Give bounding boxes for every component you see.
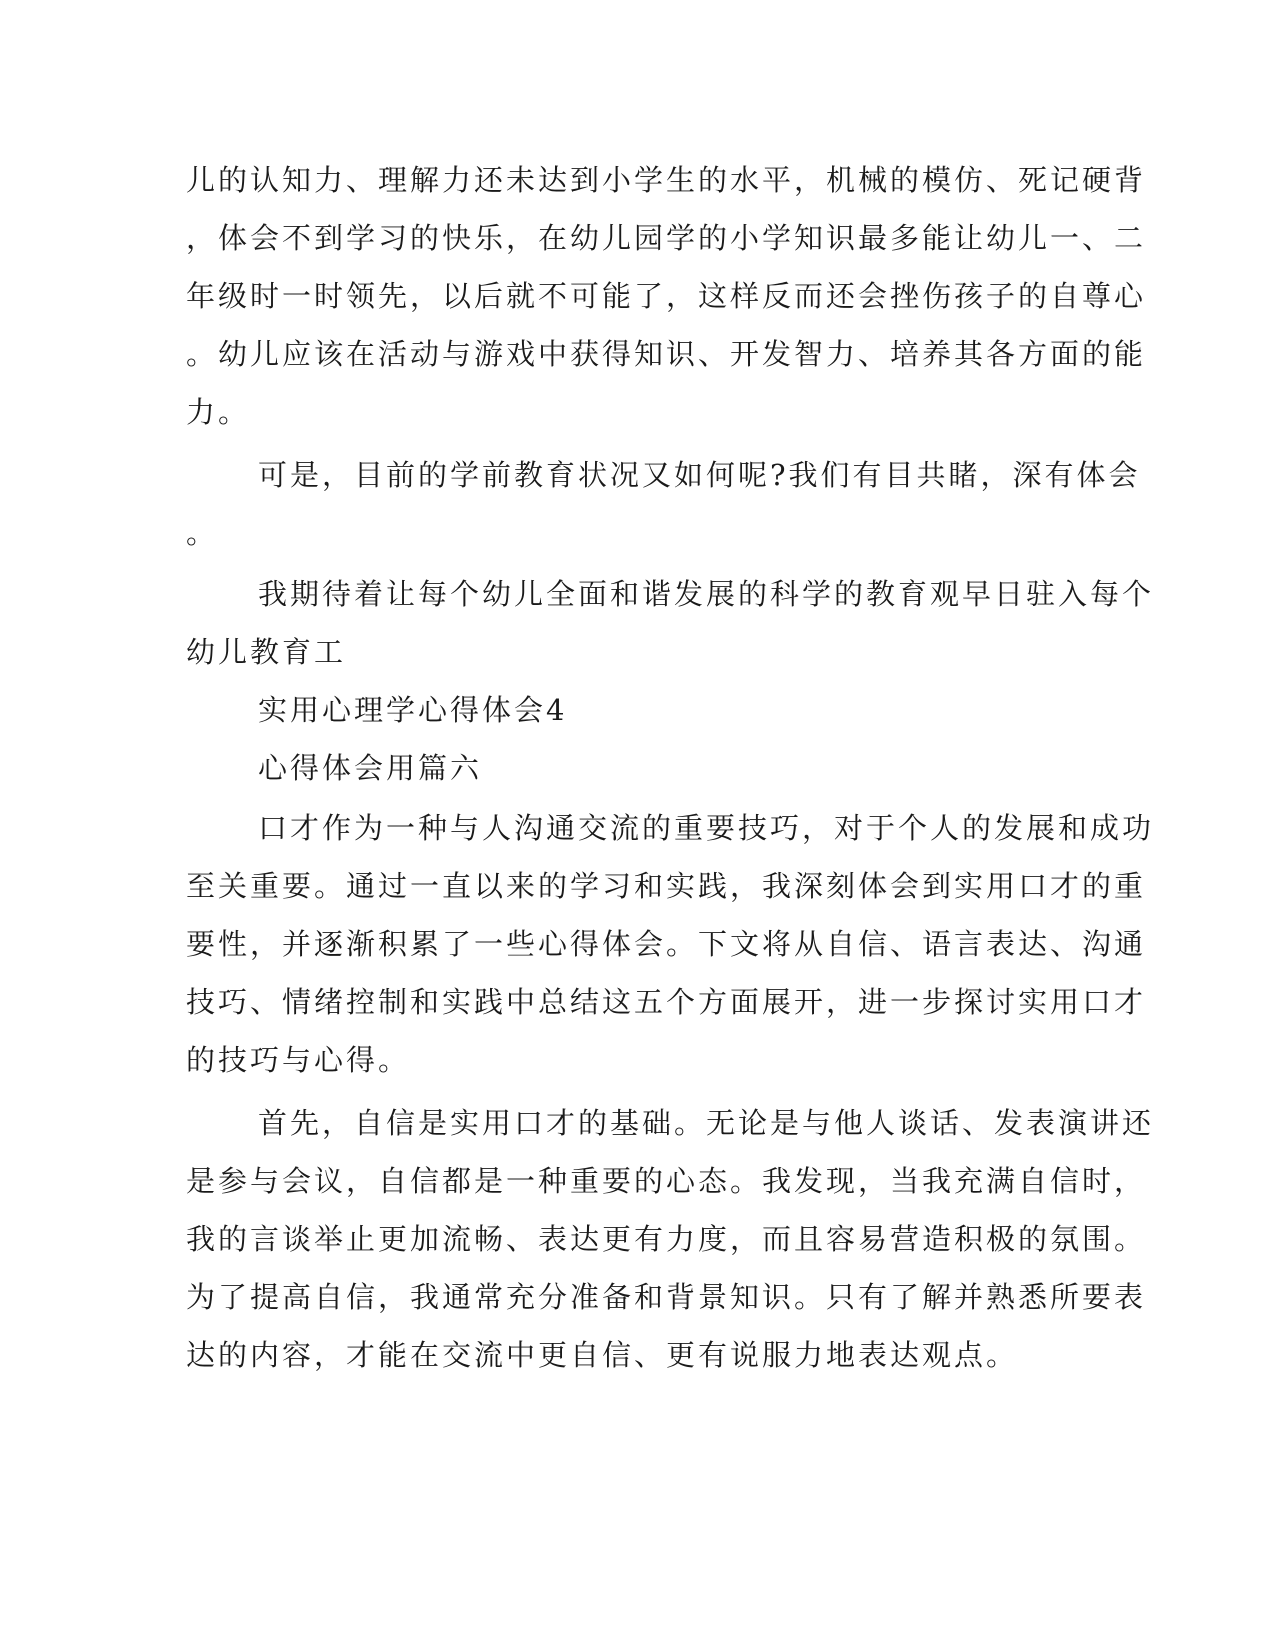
paragraph-first-line: 首先，自信是实用口才的基础。无论是与他人谈话、发表演讲还 <box>258 1106 1155 1140</box>
text-line: 至关重要。通过一直以来的学习和实践，我深刻体会到实用口才的重 <box>186 869 1147 903</box>
section-subtitle: 心得体会用篇六 <box>258 751 483 785</box>
text-line: 。幼儿应该在活动与游戏中获得知识、开发智力、培养其各方面的能 <box>186 337 1147 371</box>
text-line: 幼儿教育工 <box>186 635 347 669</box>
text-line: 达的内容，才能在交流中更自信、更有说服力地表达观点。 <box>186 1338 1019 1372</box>
text-line: 儿的认知力、理解力还未达到小学生的水平，机械的模仿、死记硬背 <box>186 163 1147 197</box>
text-line: 年级时一时领先，以后就不可能了，这样反而还会挫伤孩子的自尊心 <box>186 279 1147 313</box>
text-line: 技巧、情绪控制和实践中总结这五个方面展开，进一步探讨实用口才 <box>186 985 1147 1019</box>
paragraph-first-line: 我期待着让每个幼儿全面和谐发展的科学的教育观早日驻入每个 <box>258 577 1155 611</box>
section-title: 实用心理学心得体会4 <box>258 693 568 727</box>
text-line: 力。 <box>186 395 251 429</box>
text-line: 。 <box>186 516 219 550</box>
text-line: 要性，并逐渐积累了一些心得体会。下文将从自信、语言表达、沟通 <box>186 927 1147 961</box>
text-line: ，体会不到学习的快乐，在幼儿园学的小学知识最多能让幼儿一、二 <box>186 221 1147 255</box>
text-line: 为了提高自信，我通常充分准备和背景知识。只有了解并熟悉所要表 <box>186 1280 1147 1314</box>
text-line: 的技巧与心得。 <box>186 1043 411 1077</box>
text-line: 是参与会议，自信都是一种重要的心态。我发现，当我充满自信时， <box>186 1164 1147 1198</box>
paragraph-first-line: 可是，目前的学前教育状况又如何呢?我们有目共睹，深有体会 <box>258 458 1141 492</box>
paragraph-first-line: 口才作为一种与人沟通交流的重要技巧，对于个人的发展和成功 <box>258 811 1155 845</box>
text-line: 我的言谈举止更加流畅、表达更有力度，而且容易营造积极的氛围。 <box>186 1222 1147 1256</box>
